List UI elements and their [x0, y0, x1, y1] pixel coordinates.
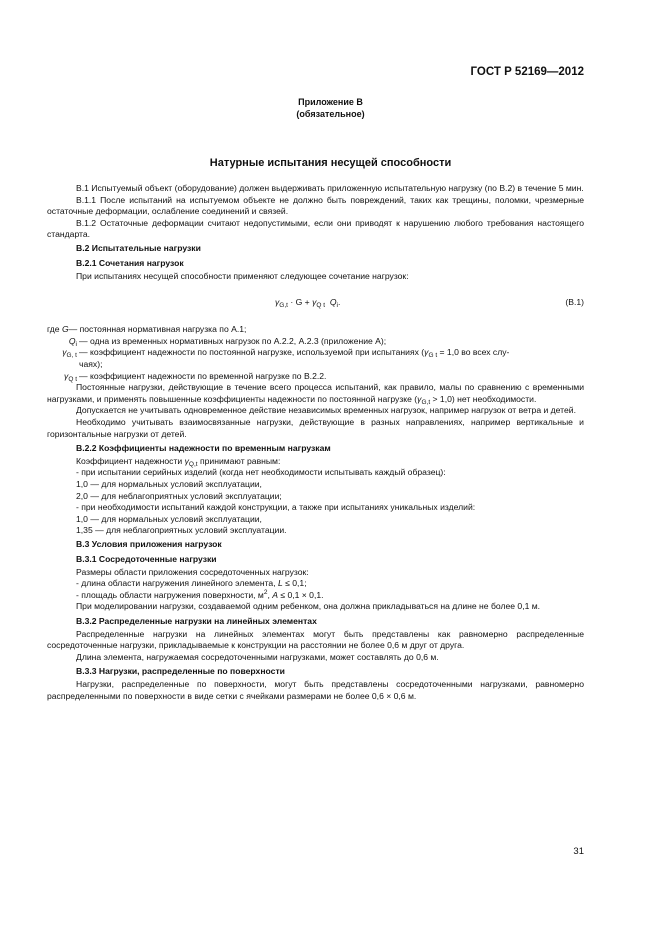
paragraph-allowed: Допускается не учитывать одновременное действие независимых временных нагрузок, например нагрузок от ветра и детей. [76, 405, 576, 416]
list-b22-item: 2,0 — для неблагоприятных условий эксплуатации; [76, 490, 282, 501]
list-b22-item: - при необходимости испытаний каждой конструкции, а также при испытаниях уникальных изделий: [76, 502, 476, 513]
heading-b33: В.3.3 Нагрузки, распределенные по поверхности [76, 665, 285, 676]
paragraph-b32a: Распределенные нагрузки на линейных элементах могут быть представлены как равномерно распределенные сосредоточенные нагрузки, прикладываемые к конструкции на расстоянии не более 0,6 м друг от друга. [47, 628, 584, 651]
definition-gamma-q: $\gamma_{Q t}$ — коэффициент надежности по временной нагрузке по В.2.2. [64, 370, 327, 383]
paragraph-b21: При испытаниях несущей способности применяют следующее сочетание нагрузок: [76, 270, 409, 281]
definition-g: где G — постоянная нормативная нагрузка по А.1; [47, 324, 247, 335]
paragraph-coefficient: Коэффициент надежности $\gamma_{Q,t}$ принимают равным: [76, 455, 281, 468]
paragraph-b11: В.1.1 После испытаний на испытуемом объекте не должно быть повреждений, таких как трещины, поломки, чрезмерные остаточные деформации, ослабление соединений и связей. [47, 194, 584, 217]
paragraph-b32b: Длина элемента, нагружаемая сосредоточенными нагрузками, может составлять до 0,6 м. [76, 651, 439, 662]
list-length-item: - длина области нагружения линейного элемента, L ≤ 0,1; [76, 578, 307, 589]
list-b22-item: 1,0 — для нормальных условий эксплуатации, [76, 478, 262, 489]
paragraph-b33: Нагрузки, распределенные по поверхности, могут быть представлены сосредоточенными нагрузками, равномерно распределенными по поверхности в виде сетки с ячейками размерами не более 0,6 × 0,6 м. [47, 678, 584, 701]
definition-q: $Q_i$ — одна из временных нормативных нагрузок по А.2.2, А.2.3 (приложение А); [68, 335, 387, 348]
page-number: 31 [573, 846, 584, 857]
heading-b31: В.3.1 Сосредоточенные нагрузки [76, 553, 217, 564]
annex-status: (обязательное) [296, 109, 365, 119]
heading-b32: В.3.2 Распределенные нагрузки на линейных элементах [76, 615, 317, 626]
standard-header: ГОСТ Р 52169—2012 [470, 66, 584, 78]
list-b22-item: 1,35 — для неблагоприятных условий эксплуатации. [76, 525, 287, 536]
list-b22-item: - при испытании серийных изделий (когда нет необходимости испытывать каждый образец): [76, 467, 446, 478]
definition-gamma-g: $\gamma_{G, t}$ — коэффициент надежности по постоянной нагрузке, используемой при испытаниях ($\gamma_{G t} = 1,0$ во всех слу- [62, 347, 510, 360]
formula-b1 [47, 290, 584, 316]
list-b22-item: 1,0 — для нормальных условий эксплуатации, [76, 513, 262, 524]
paragraph-constant-loads: Постоянные нагрузки, действующие в течение всего процесса испытаний, как правило, малы по сравнению с временными нагрузками, и применять повышенные коэффициенты надежности по постоянной нагрузке $(\gamma_{G,t} > 1,0)$ нет необходимости. [47, 382, 584, 406]
heading-b3: В.3 Условия приложения нагрузок [76, 539, 222, 550]
document-body [47, 183, 584, 702]
annex-name: Приложение В [298, 97, 363, 107]
formula-definitions [47, 324, 584, 382]
formula-number: (В.1) [565, 297, 584, 308]
heading-b21: В.2.1 Сочетания нагрузок [76, 257, 184, 268]
paragraph-b1: В.1 Испытуемый объект (оборудование) должен выдерживать приложенную испытательную нагрузку (по В.2) в течение 5 мин. [76, 183, 584, 193]
paragraph-b31: Размеры области приложения сосредоточенных нагрузок: [76, 566, 309, 577]
section-title: Натурные испытания несущей способности [209, 157, 452, 169]
heading-b22: В.2.2 Коэффициенты надежности по временным нагрузкам [76, 442, 331, 453]
paragraph-b12: В.1.2 Остаточные деформации считают недопустимыми, если они приводят к нарушению любого требования настоящего стандарта. [47, 217, 584, 240]
list-area-item: - площадь области нагружения поверхности, $м^2$, A ≤ 0,1 × 0,1. [76, 588, 324, 600]
formula-expression: $\gamma_{G,t} \cdot G + \gamma_{Q t}$ $Q_i$. [275, 297, 341, 310]
paragraph-needed: Необходимо учитывать взаимосвязанные нагрузки, действующие в разных направлениях, например вертикальные и горизонтальные нагрузки от детей. [47, 417, 584, 439]
definition-gamma-g-cont: чаях); [79, 359, 103, 370]
paragraph-child-load: При моделировании нагрузки, создаваемой одним ребенком, она должна прикладываться на длине не более 0,1 м. [76, 601, 541, 612]
heading-b2: В.2 Испытательные нагрузки [76, 243, 201, 254]
